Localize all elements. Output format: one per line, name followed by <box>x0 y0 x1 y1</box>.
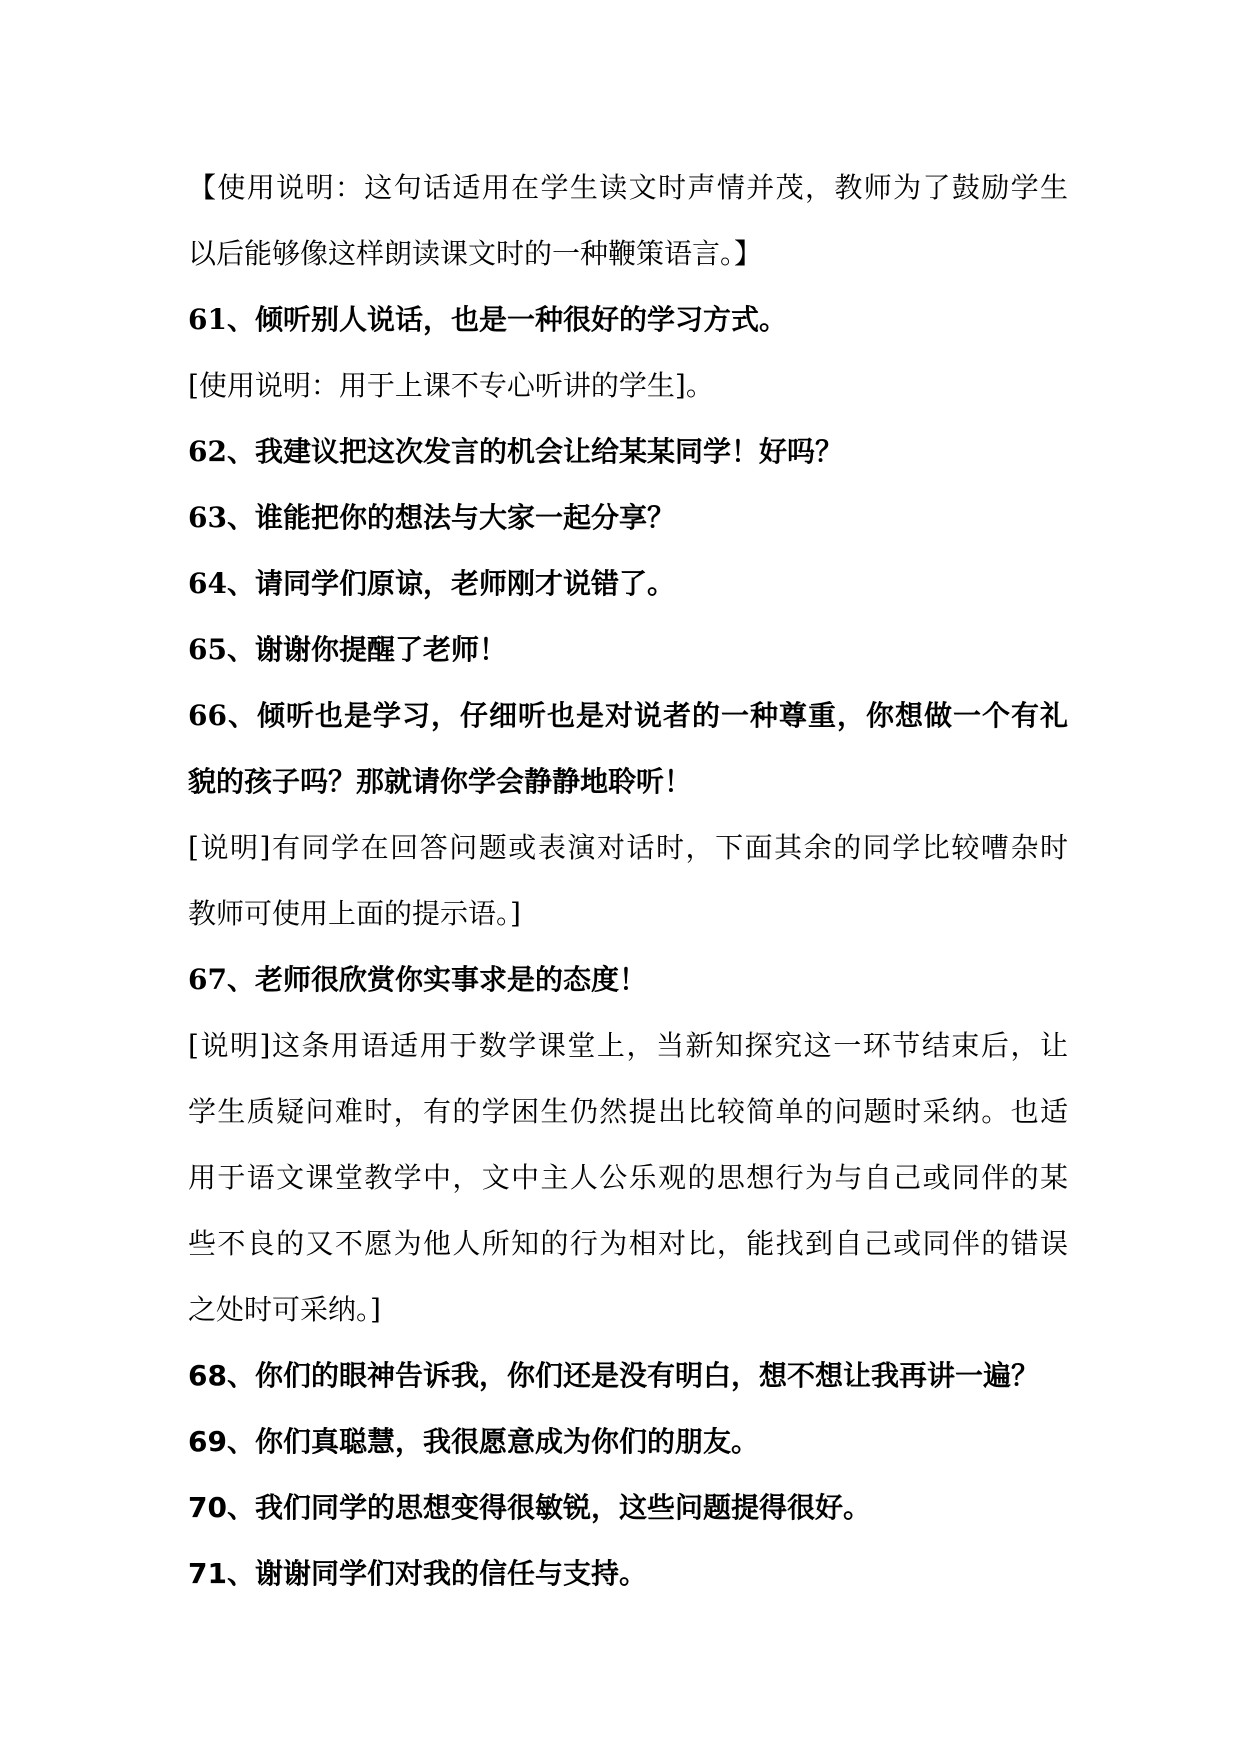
phrase-item-70: 70、我们同学的思想变得很敏锐，这些问题提得很好。 <box>188 1491 871 1524</box>
usage-note-line: [说明]有同学在回答问题或表演对话时，下面其余的同学比较嘈杂时 <box>188 831 1068 864</box>
phrase-item-66-continued: 貌的孩子吗？那就请你学会静静地聆听！ <box>188 765 693 798</box>
usage-note-line: 学生质疑问难时，有的学困生仍然提出比较简单的问题时采纳。也适 <box>188 1095 1068 1128</box>
phrase-item-66: 66、倾听也是学习，仔细听也是对说者的一种尊重，你想做一个有礼 <box>188 699 1068 732</box>
phrase-item-68: 68、你们的眼神告诉我，你们还是没有明白，想不想让我再讲一遍？ <box>188 1359 1039 1392</box>
phrase-item-69: 69、你们真聪慧，我很愿意成为你们的朋友。 <box>188 1425 759 1458</box>
phrase-item-71: 71、谢谢同学们对我的信任与支持。 <box>188 1557 647 1590</box>
usage-note-line: [使用说明：用于上课不专心听讲的学生]。 <box>188 369 714 402</box>
phrase-item-64: 64、请同学们原谅，老师刚才说错了。 <box>188 567 675 600</box>
phrase-item-62: 62、我建议把这次发言的机会让给某某同学！好吗？ <box>188 435 843 468</box>
document-body <box>188 155 1068 1607</box>
usage-note-line: 【使用说明：这句话适用在学生读文时声情并茂，教师为了鼓励学生 <box>188 171 1068 204</box>
usage-note-line: 些不良的又不愿为他人所知的行为相对比，能找到自己或同伴的错误 <box>188 1227 1068 1260</box>
usage-note-line: 之处时可采纳。] <box>188 1293 381 1326</box>
usage-note-line: 用于语文课堂教学中，文中主人公乐观的思想行为与自己或同伴的某 <box>188 1161 1068 1194</box>
phrase-item-67: 67、老师很欣赏你实事求是的态度！ <box>188 963 647 996</box>
usage-note-line: 教师可使用上面的提示语。] <box>188 897 521 930</box>
usage-note-line: [说明]这条用语适用于数学课堂上，当新知探究这一环节结束后，让 <box>188 1029 1068 1062</box>
usage-note-line: 以后能够像这样朗读课文时的一种鞭策语言。】 <box>188 237 763 270</box>
phrase-item-63: 63、谁能把你的想法与大家一起分享？ <box>188 501 675 534</box>
phrase-item-61: 61、倾听别人说话，也是一种很好的学习方式。 <box>188 303 787 336</box>
phrase-item-65: 65、谢谢你提醒了老师！ <box>188 633 507 666</box>
